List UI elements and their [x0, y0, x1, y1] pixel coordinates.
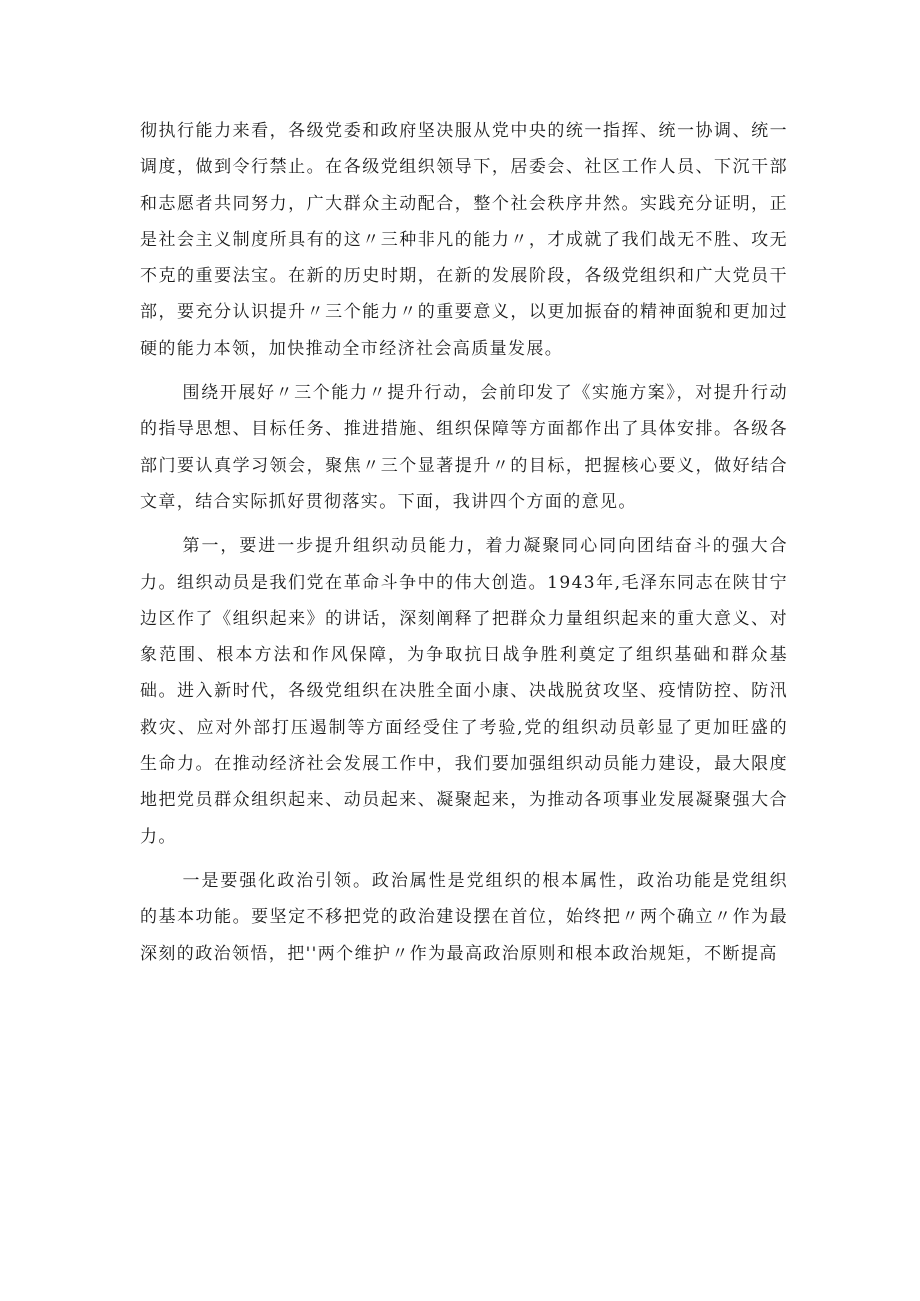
paragraph-first-point: 第一，要进一步提升组织动员能力，着力凝聚同心同向团结奋斗的强大合力。组织动员是我们党在革命斗争中的伟大创造。1943年,毛泽东同志在陕甘宁边区作了《组织起来》的讲话，深刻阐释了把群众力量组织起来的重大意义、对象范围、根本方法和作风保障，为争取抗日战争胜利奠定了组织基础和群众基础。进入新时代，各级党组织在决胜全面小康、决战脱贫攻坚、疫情防控、防汛救灾、应对外部打压遏制等方面经受住了考验,党的组织动员彰显了更加旺盛的生命力。在推动经济社会发展工作中，我们要加强组织动员能力建设，最大限度地把党员群众组织起来、动员起来、凝聚起来，为推动各项事业发展凝聚强大合力。 — [140, 536, 788, 847]
paragraph-continuation: 彻执行能力来看，各级党委和政府坚决服从党中央的统一指挥、统一协调、统一调度，做到令行禁止。在各级党组织领导下，居委会、社区工作人员、下沉干部和志愿者共同努力，广大群众主动配合，整个社会秩序井然。实践充分证明，正是社会主义制度所具有的这〃三种非凡的能力〃，才成就了我们战无不胜、攻无不克的重要法宝。在新的历史时期，在新的发展阶段，各级党组织和广大党员干部，要充分认识提升〃三个能力〃的重要意义，以更加振奋的精神面貌和更加过硬的能力本领，加快推动全市经济社会高质量发展。 — [140, 121, 788, 359]
paragraph-political-leadership: 一是要强化政治引领。政治属性是党组织的根本属性，政治功能是党组织的基本功能。要坚定不移把党的政治建设摆在首位，始终把〃两个确立〃作为最深刻的政治领悟，把''两个维护〃作为最高政治原则和根本政治规矩，不断提高 — [140, 870, 788, 964]
document-body — [140, 113, 788, 980]
paragraph-implementation-plan: 围绕开展好〃三个能力〃提升行动，会前印发了《实施方案》，对提升行动的指导思想、目标任务、推进措施、组织保障等方面都作出了具体安排。各级各部门要认真学习领会，聚焦〃三个显著提升〃的目标，把握核心要义，做好结合文章，结合实际抓好贯彻落实。下面，我讲四个方面的意见。 — [140, 383, 788, 512]
